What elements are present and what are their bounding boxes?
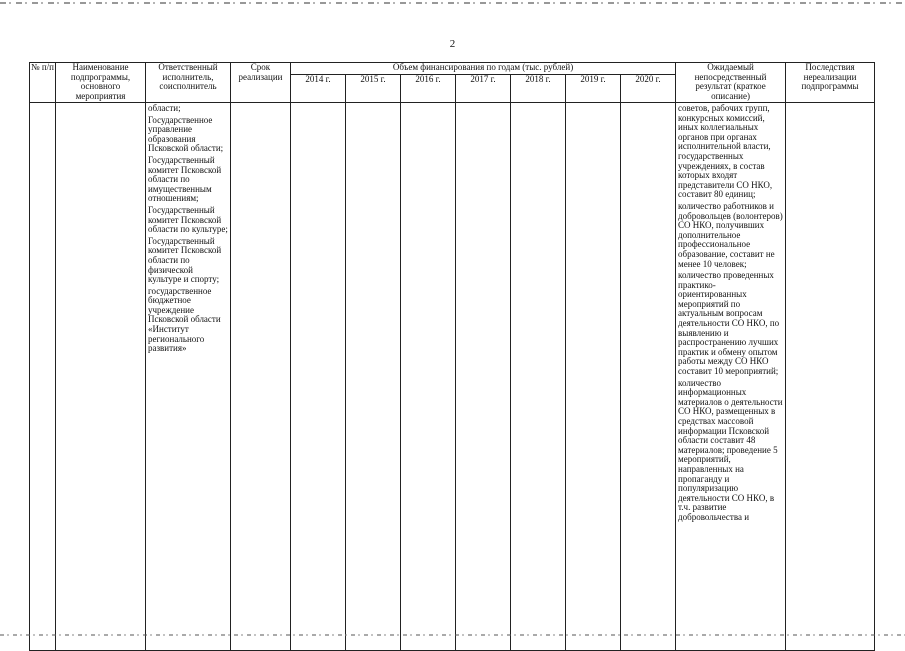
scan-edge-bottom xyxy=(0,634,905,636)
expected-paragraph: количество проведенных практико-ориентированных мероприятий по актуальным вопросам деятельности СО НКО, по выявлению и распространению лучших практик и обмену опытом работы между СО НКО составит 10 мероприятий; xyxy=(678,270,780,377)
expected-paragraph: количество информационных материалов о деятельности СО НКО, размещенных в средствах массовой информации Псковской области составит 48 материалов; проведение 5 мероприятий, направленных на пропаганду и популяризацию деятельности СО НКО, в т.ч. развитие добровольчества и xyxy=(678,377,783,522)
cell-num xyxy=(30,103,56,651)
header-expected: Ожидаемый непосредственный результат (краткое описание) xyxy=(676,63,786,103)
page-number: 2 xyxy=(449,38,456,50)
cell-consequences xyxy=(786,103,875,651)
header-year-2014: 2014 г. xyxy=(291,75,346,103)
header-year-2016: 2016 г. xyxy=(401,75,456,103)
cell-expected xyxy=(676,103,786,651)
responsible-paragraph: Государственный комитет Псковской области по имущественным отношениям; xyxy=(148,154,222,204)
cell-2014 xyxy=(291,103,346,651)
cell-2019 xyxy=(566,103,621,651)
header-responsible: Ответственный исполнитель, соисполнитель xyxy=(146,63,231,103)
expected-paragraph: количество работников и добровольцев (волонтеров) СО НКО, получивших дополнительное профессиональное образование, составит не менее 10 человек; xyxy=(678,200,783,269)
scan-edge-top xyxy=(0,2,905,4)
header-year-2018: 2018 г. xyxy=(511,75,566,103)
responsible-paragraph: Государственное управление образования Псковской области; xyxy=(148,114,224,154)
header-consequences: Последствия нереализации подпрограммы xyxy=(786,63,875,103)
header-name: Наименование подпрограммы, основного мероприятия xyxy=(56,63,146,103)
header-year-2019: 2019 г. xyxy=(566,75,621,103)
cell-2018 xyxy=(511,103,566,651)
header-year-2017: 2017 г. xyxy=(456,75,511,103)
header-num: № п/п xyxy=(30,63,56,103)
cell-2016 xyxy=(401,103,456,651)
cell-term xyxy=(231,103,291,651)
cell-name xyxy=(56,103,146,651)
table-row xyxy=(30,103,875,651)
cell-2020 xyxy=(621,103,676,651)
header-year-2020: 2020 г. xyxy=(621,75,676,103)
cell-2017 xyxy=(456,103,511,651)
cell-2015 xyxy=(346,103,401,651)
responsible-paragraph: Государственный комитет Псковской области по физической культуре и спорту; xyxy=(148,235,222,285)
responsible-paragraph: области; xyxy=(148,103,181,113)
program-table xyxy=(29,62,875,651)
header-year-2015: 2015 г. xyxy=(346,75,401,103)
header-funding: Объем финансирования по годам (тыс. рублей) xyxy=(291,63,676,75)
expected-paragraph: советов, рабочих групп, конкурсных комиссий, иных коллегиальных органов при органах исполнительной власти, государственных учреждениях, в состав которых входят представители СО НКО, составит 80 единиц; xyxy=(678,103,773,200)
responsible-text xyxy=(146,103,230,354)
responsible-paragraph: Государственный комитет Псковской области по культуре; xyxy=(148,204,228,235)
header-term: Срок реализации xyxy=(231,63,291,103)
cell-responsible xyxy=(146,103,231,651)
expected-text xyxy=(676,103,785,523)
responsible-paragraph: государственное бюджетное учреждение Псковской области «Институт регионального развития» xyxy=(148,285,221,354)
